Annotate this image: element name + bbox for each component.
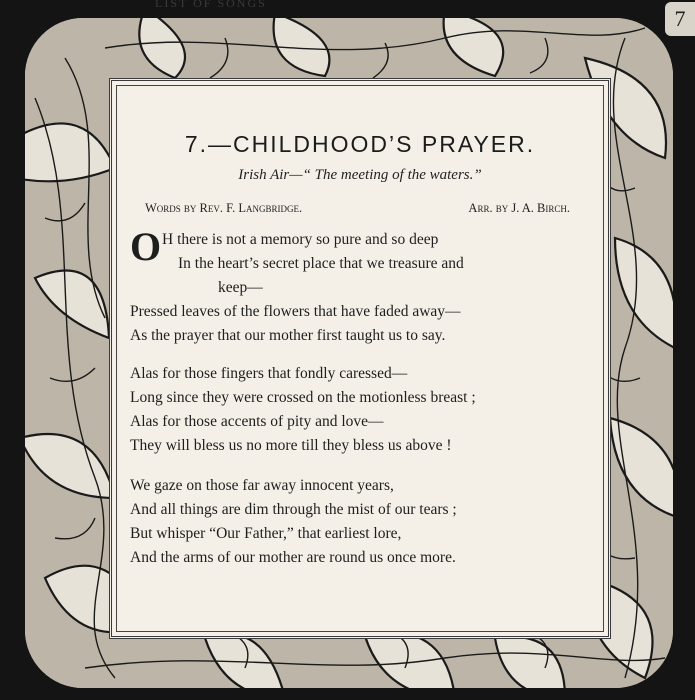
- poem-line: But whisper “Our Father,” that earliest lore,: [130, 525, 402, 542]
- drop-cap: O: [130, 224, 162, 269]
- poem-line: Alas for those accents of pity and love—: [130, 413, 384, 430]
- poem-line: We gaze on those far away innocent years,: [130, 477, 394, 494]
- corner-slide-number: 7: [665, 2, 695, 36]
- top-strip-label: LIST OF SONGS: [155, 0, 267, 10]
- poem-line: And the arms of our mother are round us once more.: [130, 549, 456, 566]
- lantern-slide: [25, 18, 673, 688]
- poem-line: keep—: [218, 279, 263, 296]
- poem-line: Alas for those fingers that fondly caressed—: [130, 365, 408, 382]
- poem-line: Pressed leaves of the flowers that have faded away—: [130, 303, 461, 320]
- poem-line: As the prayer that our mother first taught us to say.: [130, 327, 446, 344]
- arrangement-credit: Arr. by J. A. Birch.: [468, 201, 570, 215]
- song-card: [109, 78, 611, 639]
- poem-line: Long since they were crossed on the motionless breast ;: [130, 389, 476, 406]
- song-title: 7.—CHILDHOOD’S PRAYER.: [184, 131, 536, 157]
- poem-line: They will bless us no more till they bless us above !: [130, 437, 452, 454]
- song-subtitle: Irish Air—“ The meeting of the waters.”: [238, 167, 482, 183]
- words-credit: Words by Rev. F. Langbridge.: [145, 201, 303, 215]
- poem-line: In the heart’s secret place that we treasure and: [178, 255, 464, 272]
- poem-line: And all things are dim through the mist of our tears ;: [130, 501, 457, 518]
- poem-line: H there is not a memory so pure and so deep: [162, 231, 439, 248]
